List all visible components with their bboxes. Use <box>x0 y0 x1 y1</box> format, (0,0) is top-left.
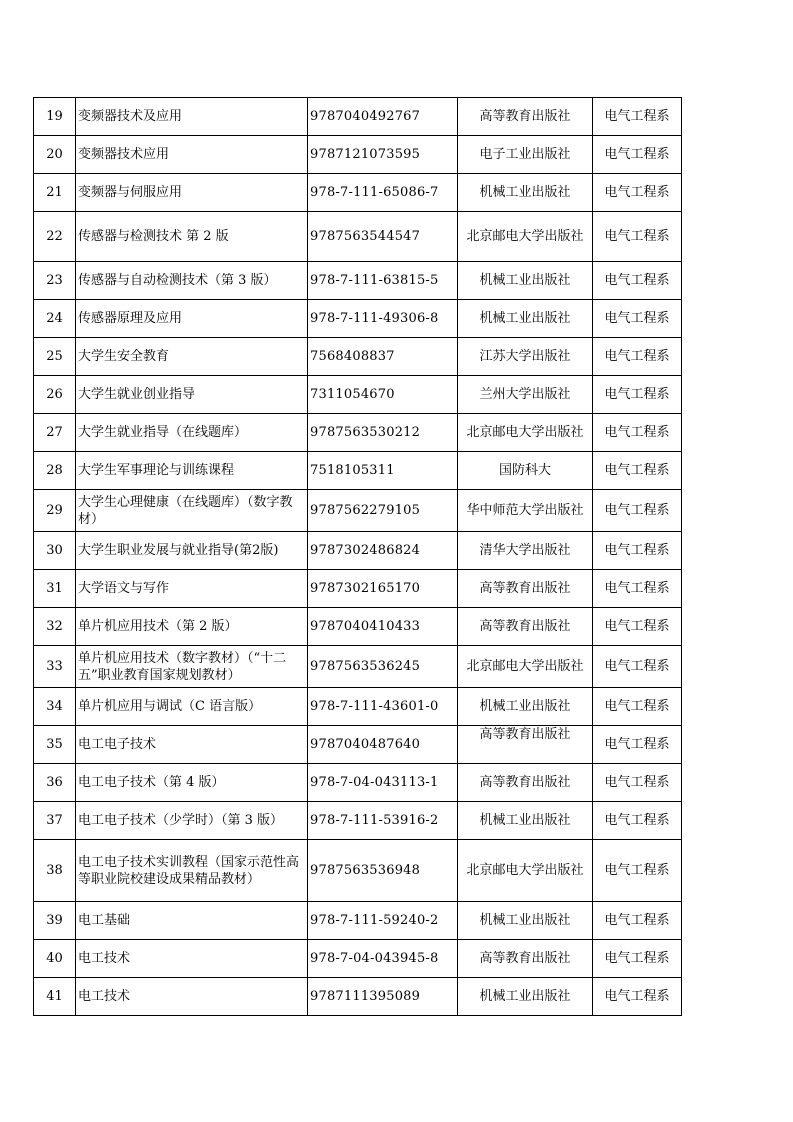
book-title: 传感器原理及应用 <box>76 300 308 338</box>
book-isbn: 9787302486824 <box>308 532 458 570</box>
book-isbn: 978-7-111-63815-5 <box>308 262 458 300</box>
book-publisher: 北京邮电大学出版社 <box>458 414 593 452</box>
book-department: 电气工程系 <box>593 376 682 414</box>
book-title: 大学生安全教育 <box>76 338 308 376</box>
book-title: 大学生军事理论与训练课程 <box>76 452 308 490</box>
book-department: 电气工程系 <box>593 608 682 646</box>
table-row <box>34 902 682 940</box>
book-title: 电工技术 <box>76 978 308 1016</box>
book-department: 电气工程系 <box>593 570 682 608</box>
book-isbn: 978-7-111-49306-8 <box>308 300 458 338</box>
book-department: 电气工程系 <box>593 174 682 212</box>
row-number: 33 <box>34 646 76 688</box>
book-department: 电气工程系 <box>593 98 682 136</box>
table-row <box>34 608 682 646</box>
row-number: 29 <box>34 490 76 532</box>
book-department: 电气工程系 <box>593 764 682 802</box>
book-isbn: 7311054670 <box>308 376 458 414</box>
book-department: 电气工程系 <box>593 902 682 940</box>
book-publisher: 兰州大学出版社 <box>458 376 593 414</box>
table-row <box>34 940 682 978</box>
book-publisher: 高等教育出版社 <box>458 940 593 978</box>
book-publisher: 高等教育出版社 <box>458 726 593 764</box>
book-title: 大学生就业指导（在线题库） <box>76 414 308 452</box>
book-title: 单片机应用技术（第 2 版） <box>76 608 308 646</box>
row-number: 38 <box>34 840 76 902</box>
book-publisher: 机械工业出版社 <box>458 262 593 300</box>
book-department: 电气工程系 <box>593 490 682 532</box>
book-department: 电气工程系 <box>593 212 682 262</box>
table-row <box>34 414 682 452</box>
book-title: 大学生就业创业指导 <box>76 376 308 414</box>
book-isbn: 9787040410433 <box>308 608 458 646</box>
book-isbn: 9787562279105 <box>308 490 458 532</box>
book-isbn: 978-7-111-43601-0 <box>308 688 458 726</box>
book-publisher: 国防科大 <box>458 452 593 490</box>
book-publisher: 清华大学出版社 <box>458 532 593 570</box>
book-publisher: 机械工业出版社 <box>458 300 593 338</box>
book-publisher: 华中师范大学出版社 <box>458 490 593 532</box>
book-department: 电气工程系 <box>593 532 682 570</box>
table-row <box>34 98 682 136</box>
book-publisher: 北京邮电大学出版社 <box>458 212 593 262</box>
book-isbn: 9787302165170 <box>308 570 458 608</box>
book-isbn: 978-7-04-043113-1 <box>308 764 458 802</box>
book-title: 电工电子技术 <box>76 726 308 764</box>
book-isbn: 9787563536948 <box>308 840 458 902</box>
book-publisher: 高等教育出版社 <box>458 764 593 802</box>
table-row <box>34 764 682 802</box>
book-publisher: 江苏大学出版社 <box>458 338 593 376</box>
textbook-table <box>33 97 682 1016</box>
book-title: 变频器技术应用 <box>76 136 308 174</box>
table-row <box>34 452 682 490</box>
table-row <box>34 688 682 726</box>
book-isbn: 7518105311 <box>308 452 458 490</box>
book-department: 电气工程系 <box>593 802 682 840</box>
row-number: 23 <box>34 262 76 300</box>
table-row <box>34 262 682 300</box>
book-title: 单片机应用与调试（C 语言版） <box>76 688 308 726</box>
book-publisher: 北京邮电大学出版社 <box>458 646 593 688</box>
row-number: 26 <box>34 376 76 414</box>
table-row <box>34 338 682 376</box>
book-department: 电气工程系 <box>593 300 682 338</box>
book-title: 电工技术 <box>76 940 308 978</box>
row-number: 34 <box>34 688 76 726</box>
row-number: 37 <box>34 802 76 840</box>
table-row <box>34 802 682 840</box>
book-title: 电工基础 <box>76 902 308 940</box>
table-row <box>34 570 682 608</box>
book-publisher: 机械工业出版社 <box>458 978 593 1016</box>
book-isbn: 9787040492767 <box>308 98 458 136</box>
table-row <box>34 726 682 764</box>
book-isbn: 9787563544547 <box>308 212 458 262</box>
book-publisher: 电子工业出版社 <box>458 136 593 174</box>
row-number: 31 <box>34 570 76 608</box>
book-department: 电气工程系 <box>593 338 682 376</box>
book-title: 电工电子技术（少学时）（第 3 版） <box>76 802 308 840</box>
book-publisher: 机械工业出版社 <box>458 688 593 726</box>
row-number: 19 <box>34 98 76 136</box>
book-title: 传感器与检测技术 第 2 版 <box>76 212 308 262</box>
row-number: 35 <box>34 726 76 764</box>
book-isbn: 9787111395089 <box>308 978 458 1016</box>
book-isbn: 9787563530212 <box>308 414 458 452</box>
book-isbn: 978-7-111-65086-7 <box>308 174 458 212</box>
book-publisher: 高等教育出版社 <box>458 570 593 608</box>
book-title: 传感器与自动检测技术（第 3 版） <box>76 262 308 300</box>
row-number: 22 <box>34 212 76 262</box>
table-row <box>34 532 682 570</box>
book-isbn: 9787121073595 <box>308 136 458 174</box>
book-department: 电气工程系 <box>593 840 682 902</box>
row-number: 30 <box>34 532 76 570</box>
row-number: 24 <box>34 300 76 338</box>
row-number: 20 <box>34 136 76 174</box>
table-row <box>34 174 682 212</box>
book-isbn: 978-7-04-043945-8 <box>308 940 458 978</box>
book-department: 电气工程系 <box>593 978 682 1016</box>
row-number: 32 <box>34 608 76 646</box>
book-isbn: 978-7-111-53916-2 <box>308 802 458 840</box>
row-number: 40 <box>34 940 76 978</box>
table-row <box>34 978 682 1016</box>
table-row <box>34 136 682 174</box>
book-title: 变频器与伺服应用 <box>76 174 308 212</box>
book-department: 电气工程系 <box>593 646 682 688</box>
book-title: 大学生职业发展与就业指导(第2版) <box>76 532 308 570</box>
table-row <box>34 840 682 902</box>
table-row <box>34 646 682 688</box>
book-department: 电气工程系 <box>593 940 682 978</box>
book-publisher: 机械工业出版社 <box>458 174 593 212</box>
book-department: 电气工程系 <box>593 726 682 764</box>
table-row <box>34 490 682 532</box>
book-title: 电工电子技术（第 4 版） <box>76 764 308 802</box>
table-row <box>34 212 682 262</box>
book-isbn: 7568408837 <box>308 338 458 376</box>
book-department: 电气工程系 <box>593 452 682 490</box>
book-department: 电气工程系 <box>593 688 682 726</box>
book-publisher: 机械工业出版社 <box>458 902 593 940</box>
book-publisher: 北京邮电大学出版社 <box>458 840 593 902</box>
table-row <box>34 300 682 338</box>
row-number: 41 <box>34 978 76 1016</box>
row-number: 28 <box>34 452 76 490</box>
book-title: 大学生心理健康（在线题库）（数字教材） <box>76 490 308 532</box>
book-department: 电气工程系 <box>593 414 682 452</box>
book-isbn: 9787040487640 <box>308 726 458 764</box>
row-number: 39 <box>34 902 76 940</box>
book-publisher: 机械工业出版社 <box>458 802 593 840</box>
book-isbn: 978-7-111-59240-2 <box>308 902 458 940</box>
book-publisher: 高等教育出版社 <box>458 608 593 646</box>
book-department: 电气工程系 <box>593 262 682 300</box>
book-publisher: 高等教育出版社 <box>458 98 593 136</box>
book-department: 电气工程系 <box>593 136 682 174</box>
row-number: 27 <box>34 414 76 452</box>
book-title: 大学语文与写作 <box>76 570 308 608</box>
book-title: 单片机应用技术（数字教材）（“十二五”职业教育国家规划教材） <box>76 646 308 688</box>
book-title: 电工电子技术实训教程（国家示范性高等职业院校建设成果精品教材） <box>76 840 308 902</box>
row-number: 21 <box>34 174 76 212</box>
row-number: 36 <box>34 764 76 802</box>
book-title: 变频器技术及应用 <box>76 98 308 136</box>
row-number: 25 <box>34 338 76 376</box>
book-isbn: 9787563536245 <box>308 646 458 688</box>
table-row <box>34 376 682 414</box>
